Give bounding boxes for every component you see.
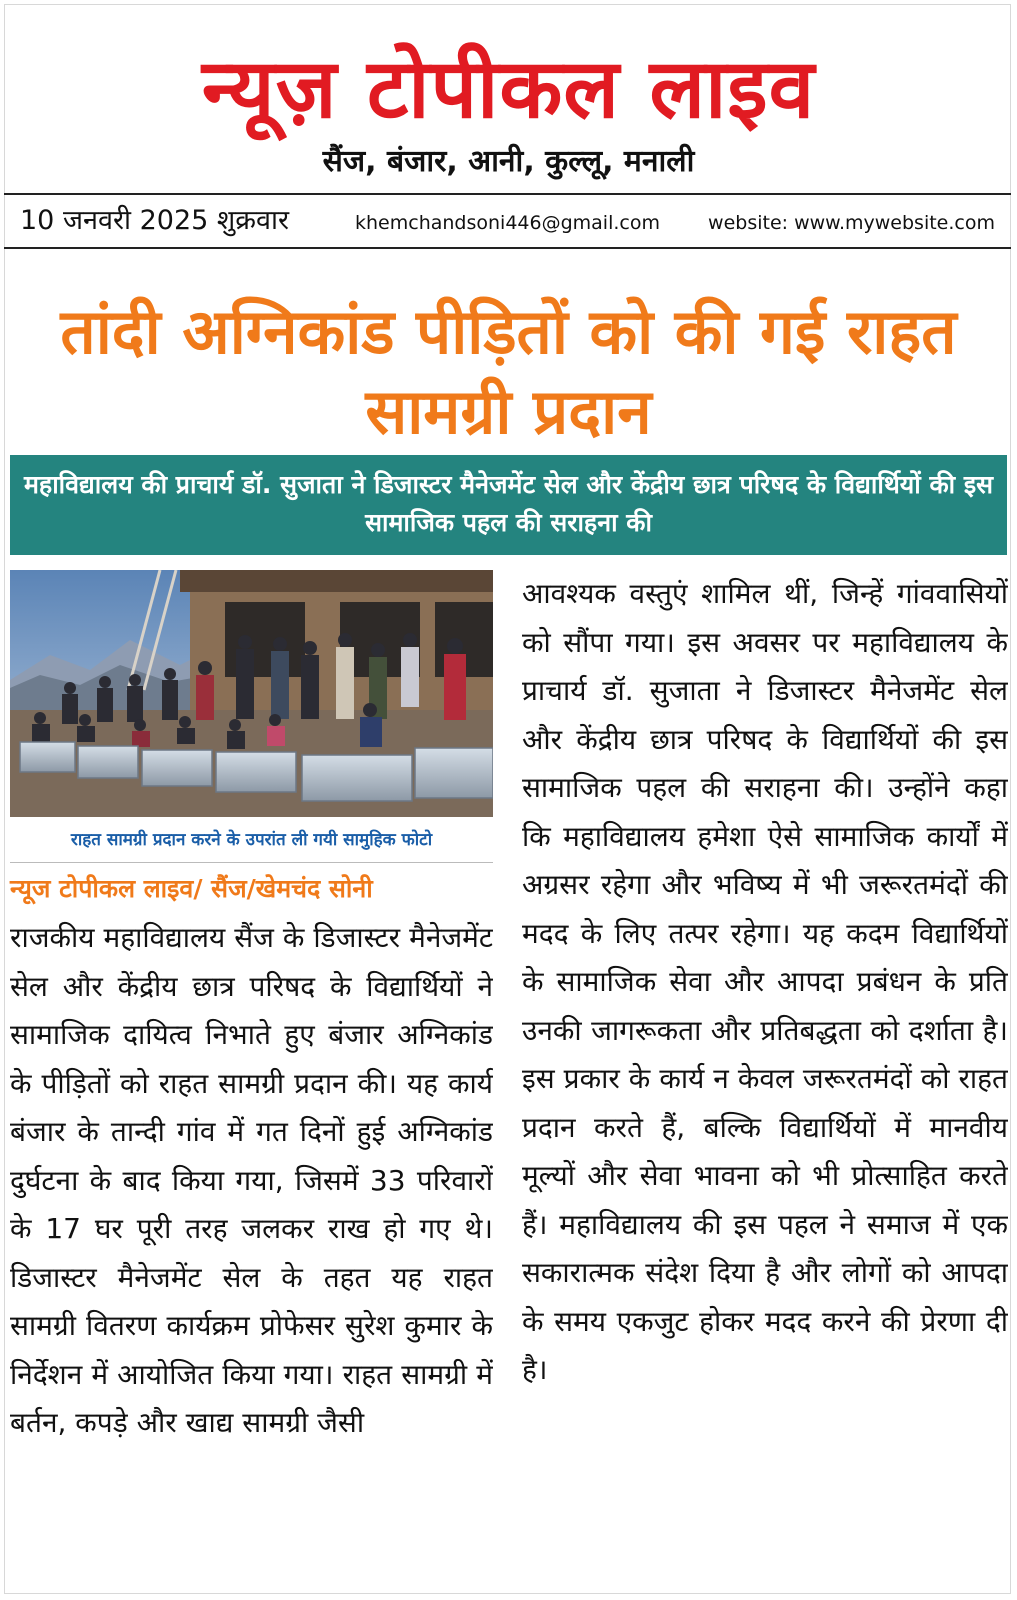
website-link: website: www.mywebsite.com: [708, 212, 995, 234]
caption-divider: [10, 862, 493, 863]
header-rule-top: [4, 193, 1011, 195]
masthead-title: न्यूज़ टोपीकल लाइव: [201, 42, 816, 137]
issue-date: 10 जनवरी 2025 शुक्रवार: [20, 205, 290, 236]
article-body-left-column: राजकीय महाविद्यालय सैंज के डिजास्टर मैनेजमेंट सेल और केंद्रीय छात्र परिषद के विद्यार्थियों ने सामाजिक दायित्व निभाते हुए बंजार अग्निकांड के पीड़ितों को राहत सामग्री प्रदान की। यह कार्य बंजार के तान्दी गांव में गत दिनों हुई अग्निकांड दुर्घटना के बाद किया गया, जिसमें 33 परिवारों के 17 घर पूरी तरह जलकर राख हो गए थे। डिजास्टर मैनेजमेंट सेल के तहत यह राहत सामग्री वितरण कार्यक्रम प्रोफेसर सुरेश कुमार के निर्देशन में आयोजित किया गया। राहत सामग्री में बर्तन, कपड़े और खाद्य सामग्री जैसी: [10, 921, 493, 1439]
header-rule-bottom: [4, 247, 1011, 249]
article-byline: न्यूज टोपीकल लाइव/ सैंज/खेमचंद सोनी: [10, 874, 373, 903]
article-body-right-column: आवश्यक वस्तुएं शामिल थीं, जिन्हें गांववासियों को सौंपा गया। इस अवसर पर महाविद्यालय के प्राचार्य डॉ. सुजाता ने डिजास्टर मैनेजमेंट सेल और केंद्रीय छात्र परिषद के विद्यार्थियों की इस सामाजिक पहल की सराहना की। उन्होंने कहा कि महाविद्यालय हमेशा ऐसे सामाजिक कार्यों में अग्रसर रहेगा और भविष्य में भी जरूरतमंदों की मदद के लिए तत्पर रहेगा। यह कदम विद्यार्थियों के सामाजिक सेवा और आपदा प्रबंधन के प्रति उनकी जागरूकता और प्रतिबद्धता को दर्शाता है। इस प्रकार के कार्य न केवल जरूरतमंदों को राहत प्रदान करते हैं, बल्कि विद्यार्थियों में मानवीय मूल्यों और सेवा भावना को भी प्रोत्साहित करते हैं। महाविद्यालय की इस पहल ने समाज में एक सकारात्मक संदेश दिया है और लोगों को आपदा के समय एकजुट होकर मदद करने की प्रेरणा दी है।: [522, 577, 1008, 1386]
article-deck: महाविद्यालय की प्राचार्य डॉ. सुजाता ने डिजास्टर मैनेजमेंट सेल और केंद्रीय छात्र परिषद के विद्यार्थियों की इस सामाजिक पहल की सराहना की: [10, 455, 1007, 555]
contact-email: khemchandsoni446@gmail.com: [355, 212, 660, 234]
article-headline: तांदी अग्निकांड पीड़ितों को की गई राहत सामग्री प्रदान: [60, 295, 957, 448]
group-photo: [10, 570, 493, 817]
masthead-subtitle: सैंज, बंजार, आनी, कुल्लू, मनाली: [322, 144, 695, 179]
photo-caption: राहत सामग्री प्रदान करने के उपरांत ली गयी सामुहिक फोटो: [70, 830, 433, 850]
